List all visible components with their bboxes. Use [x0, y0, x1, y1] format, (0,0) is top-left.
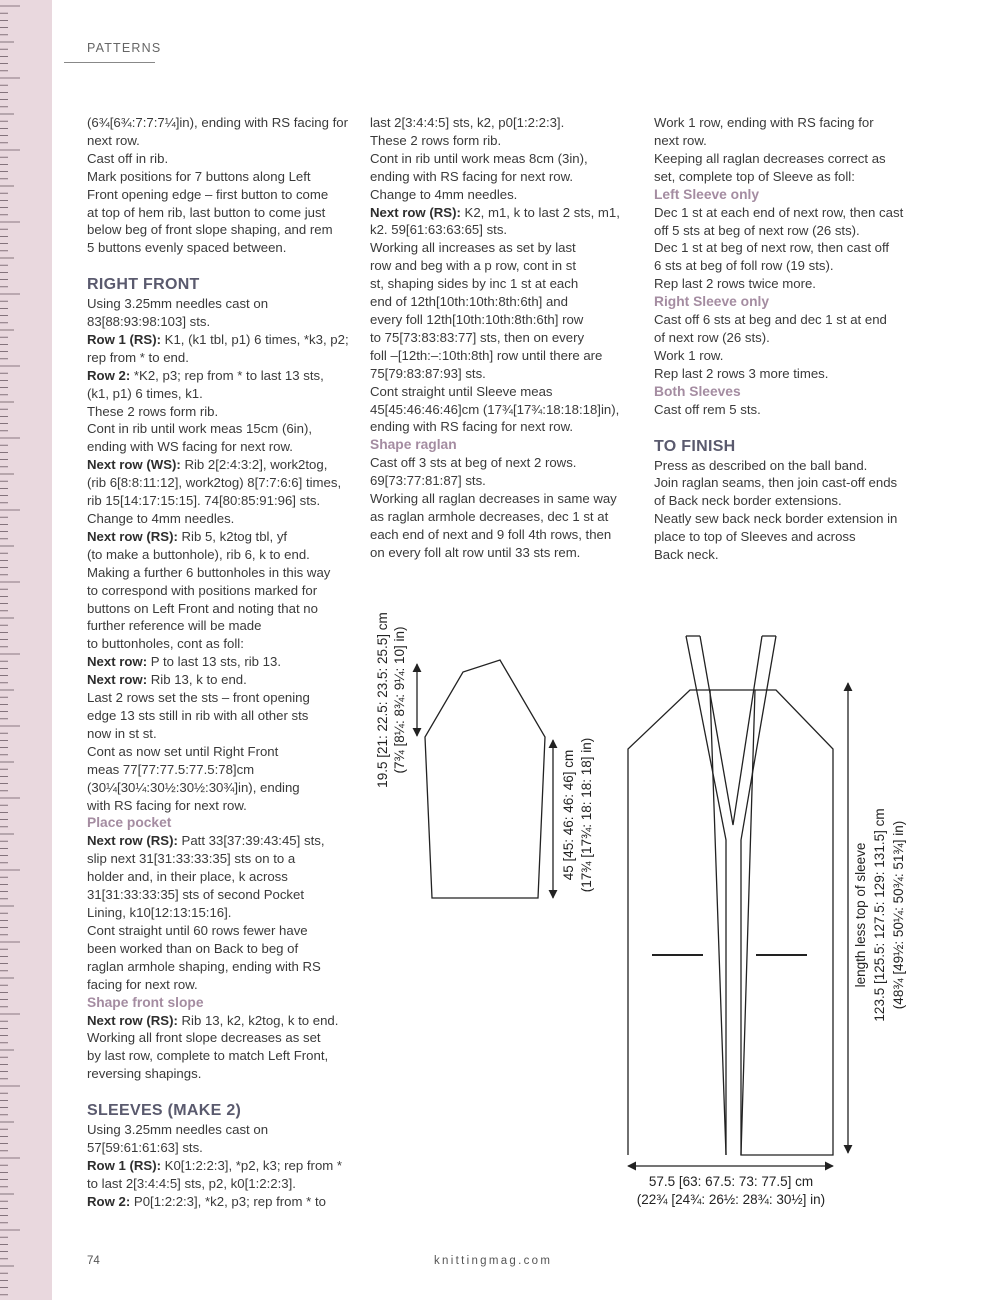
text-line: Press as described on the ball band.: [654, 457, 868, 473]
text-line: foll –[12th:–:10th:8th] row until there are: [370, 347, 603, 363]
text-line: Cast off 6 sts at beg and dec 1 st at end: [654, 312, 887, 328]
text-line: on every foll alt row until 33 sts rem.: [370, 544, 581, 560]
text-line: holder and, in their place, k across: [87, 869, 288, 885]
text-line: Change to 4mm needles.: [87, 511, 235, 527]
text-line: Dec 1 st at each end of next row, then cast: [654, 204, 904, 220]
text-line: Cont straight until Sleeve meas: [370, 383, 553, 399]
text-line: Cont as now set until Right Front: [87, 743, 279, 759]
row-text: Patt 33[37:39:43:45] sts,: [177, 833, 325, 849]
text-line: 45[45:46:46:46]cm (17¾[17¾:18:18:18]in),: [370, 401, 620, 417]
body-width-cm-label: 57.5 [63: 67.5: 73: 77.5] cm: [648, 1174, 814, 1189]
shape-front-slope-subheading: Shape front slope: [87, 994, 204, 1010]
body-width-in-label: (22¾ [24¾: 26½: 28¾: 30½] in): [636, 1192, 826, 1207]
text-line: k2. 59[61:63:63:65] sts.: [370, 222, 508, 238]
text-line: (rib 6[8:8:11:12], work2tog) 8[7:7:6:6] times,: [87, 475, 342, 491]
text-line: Working all raglan decreases in same way: [370, 491, 617, 507]
site-url: knittingmag.com: [434, 1255, 553, 1267]
text-line: raglan armhole shaping, ending with RS: [87, 958, 321, 974]
row-text: K2, m1, k to last 2 sts, m1,: [460, 204, 620, 220]
text-line: Join raglan seams, then join cast-off ends: [654, 475, 898, 491]
text-line: Lining, k10[12:13:15:16].: [87, 905, 232, 921]
row-text: Rib 13, k2, k2tog, k to end.: [177, 1012, 339, 1028]
text-line: last 2[3:4:4:5] sts, k2, p0[1:2:2:3].: [370, 115, 565, 130]
text-line: to buttonholes, cont as foll:: [87, 636, 244, 652]
front-band-inner: [700, 636, 762, 825]
page-number: 74: [87, 1255, 100, 1267]
text-line: next row.: [87, 132, 140, 148]
text-line: (k1, p1) 6 times, k1.: [87, 385, 203, 401]
text-line: Working all increases as set by last: [370, 240, 576, 256]
text-line: Cont straight until 60 rows fewer have: [87, 922, 308, 938]
text-line: as raglan armhole decreases, dec 1 st at: [370, 509, 609, 525]
text-line: These 2 rows form rib.: [370, 132, 502, 148]
row-text: Rib 13, k to end.: [147, 672, 247, 688]
text-line: every foll 12th[10th:10th:8th:6th] row: [370, 311, 584, 327]
text-line: Work 1 row, ending with RS facing for: [654, 115, 874, 130]
row-label: Next row (RS):: [87, 528, 178, 544]
text-line: 57[59:61:61:63] sts.: [87, 1140, 203, 1155]
row-label: Next row (RS):: [87, 833, 178, 849]
text-line: to 75[73:83:83:77] sts, then on every: [370, 329, 585, 345]
row-label: Next row:: [87, 672, 148, 688]
both-sleeves-subheading: Both Sleeves: [654, 383, 741, 399]
text-line: Work 1 row.: [654, 347, 724, 363]
text-line: place to top of Sleeves and across: [654, 529, 856, 545]
text-line: Keeping all raglan decreases correct as: [654, 150, 886, 166]
text-line: reversing shapings.: [87, 1066, 202, 1082]
section-label: PATTERNS: [87, 41, 162, 55]
text-line: slip next 31[31:33:33:35] sts on to a: [87, 851, 296, 867]
row-text: Rib 2[2:4:3:2], work2tog,: [180, 457, 328, 473]
text-line: row and beg with a p row, cont in st: [370, 258, 576, 274]
sleeves-heading: SLEEVES (MAKE 2): [87, 1102, 242, 1120]
text-line: to correspond with positions marked for: [87, 582, 318, 598]
text-line: Cont in rib until work meas 8cm (3in),: [370, 150, 588, 166]
text-line: Using 3.25mm needles cast on: [87, 296, 269, 312]
sleeve-outline: [425, 660, 545, 898]
text-line: Last 2 rows set the sts – front opening: [87, 690, 310, 706]
body-length-label: length less top of sleeve: [853, 842, 868, 988]
row-text: P0[1:2:2:3], *k2, p3; rep from * to: [130, 1193, 326, 1209]
shape-raglan-subheading: Shape raglan: [370, 437, 457, 453]
text-line: off 5 sts at beg of next row (26 sts).: [654, 222, 860, 238]
text-line: 75[79:83:87:93] sts.: [370, 365, 486, 381]
text-line: Dec 1 st at beg of next row, then cast off: [654, 240, 890, 256]
text-line: by last row, complete to match Left Front,: [87, 1048, 329, 1064]
row-label: Row 1 (RS):: [87, 331, 161, 347]
body-outline: [628, 690, 833, 1155]
text-line: next row.: [654, 132, 707, 148]
row-label: Next row:: [87, 654, 148, 670]
left-sleeve-only-subheading: Left Sleeve only: [654, 186, 760, 202]
text-line: below beg of front slope shaping, and rem: [87, 222, 333, 238]
text-line: Cast off rem 5 sts.: [654, 401, 761, 417]
text-line: now in st st.: [87, 725, 157, 741]
row-label: Row 2:: [87, 367, 131, 383]
text-line: Rep last 2 rows 3 more times.: [654, 365, 829, 381]
row-label: Next row (WS):: [87, 457, 181, 473]
text-line: of next row (26 sts).: [654, 330, 770, 346]
text-line: end of 12th[10th:10th:8th:6th] and: [370, 294, 568, 310]
text-line: meas 77[77:77.5:77.5:78]cm: [87, 761, 255, 777]
text-line: buttons on Left Front and noting that no: [87, 600, 318, 616]
text-line: set, complete top of Sleeve as foll:: [654, 168, 855, 184]
text-line: of Back neck border extensions.: [654, 493, 842, 509]
text-line: 83[88:93:98:103] sts.: [87, 314, 211, 330]
text-line: ending with RS facing for next row.: [370, 419, 574, 435]
text-line: with RS facing for next row.: [87, 797, 247, 813]
text-line: ending with RS facing for next row.: [370, 168, 574, 184]
text-line: rib 15[14:17:15:15]. 74[80:85:91:96] sts.: [87, 493, 321, 509]
sleeve-top-cm-label: 19.5 [21: 22.5: 23.5: 25.5] cm: [375, 612, 390, 788]
text-line: further reference will be made: [87, 618, 262, 634]
text-line: edge 13 sts still in rib with all other sts: [87, 707, 309, 723]
text-line: 31[31:33:33:35] sts of second Pocket: [87, 887, 305, 903]
text-line: st, shaping sides by inc 1 st at each: [370, 276, 579, 292]
row-label: Row 2:: [87, 1193, 131, 1209]
text-line: These 2 rows form rib.: [87, 403, 219, 419]
right-sleeve-only-subheading: Right Sleeve only: [654, 294, 770, 310]
to-finish-heading: TO FINISH: [654, 437, 736, 455]
text-line: been worked than on Back to beg of: [87, 940, 299, 956]
text-line: Using 3.25mm needles cast on: [87, 1122, 269, 1138]
row-text: Rib 5, k2tog tbl, yf: [177, 528, 288, 544]
row-text: P to last 13 sts, rib 13.: [147, 654, 281, 670]
row-text: K0[1:2:2:3], *p2, k3; rep from *: [161, 1157, 343, 1173]
text-line: Cast off in rib.: [87, 150, 169, 166]
text-line: Neatly sew back neck border extension in: [654, 511, 898, 527]
text-line: Front opening edge – first button to come: [87, 186, 329, 202]
body-length-cm-label: 123.5 [125.5: 127.5: 129: 131.5] cm: [872, 808, 887, 1022]
text-line: (30¼[30¼:30½:30½:30¾]in), ending: [87, 779, 300, 795]
text-line: Change to 4mm needles.: [370, 186, 518, 202]
text-line: Making a further 6 buttonholes in this way: [87, 564, 331, 580]
text-line: at top of hem rib, last button to come just: [87, 204, 326, 220]
text-line: 5 buttons evenly spaced between.: [87, 240, 287, 256]
sleeve-length-in-label: (17¾ [17¾: 18: 18: 18] in): [579, 737, 594, 893]
row-label: Next row (RS):: [87, 1012, 178, 1028]
text-line: Cont in rib until work meas 15cm (6in),: [87, 421, 312, 437]
sleeve-top-in-label: (7¾ [8¼: 8¾: 9¼: 10] in): [392, 626, 407, 774]
text-line: rep from * to end.: [87, 349, 189, 365]
text-line: Rep last 2 rows twice more.: [654, 276, 816, 292]
text-line: to last 2[3:4:4:5] sts, p2, k0[1:2:2:3].: [87, 1175, 296, 1191]
text-line: Back neck.: [654, 547, 719, 563]
front-band-outer: [686, 636, 776, 1155]
row-text: K1, (k1 tbl, p1) 6 times, *k3, p2;: [161, 331, 349, 347]
right-front-heading: RIGHT FRONT: [87, 276, 200, 294]
text-line: each end of next and 9 foll 4th rows, then: [370, 526, 612, 542]
text-line: 69[73:77:81:87] sts.: [370, 473, 486, 489]
text-line: (6¾[6¾:7:7:7¼]in), ending with RS facing for: [87, 115, 348, 130]
text-line: (to make a buttonhole), rib 6, k to end.: [87, 546, 310, 562]
text-line: Cast off 3 sts at beg of next 2 rows.: [370, 455, 577, 471]
sleeve-length-cm-label: 45 [45: 46: 46: 46] cm: [561, 749, 576, 881]
text-line: ending with WS facing for next row.: [87, 439, 293, 455]
text-line: Working all front slope decreases as set: [87, 1030, 321, 1046]
row-text: *K2, p3; rep from * to last 13 sts,: [130, 367, 324, 383]
text-line: 6 sts at beg of foll row (19 sts).: [654, 258, 834, 274]
text-line: facing for next row.: [87, 976, 198, 992]
row-label: Next row (RS):: [370, 204, 461, 220]
body-length-in-label: (48¾ [49½: 50¼: 50¾: 51¾] in): [891, 820, 906, 1010]
row-label: Row 1 (RS):: [87, 1157, 161, 1173]
place-pocket-subheading: Place pocket: [87, 815, 172, 831]
text-line: Mark positions for 7 buttons along Left: [87, 168, 311, 184]
